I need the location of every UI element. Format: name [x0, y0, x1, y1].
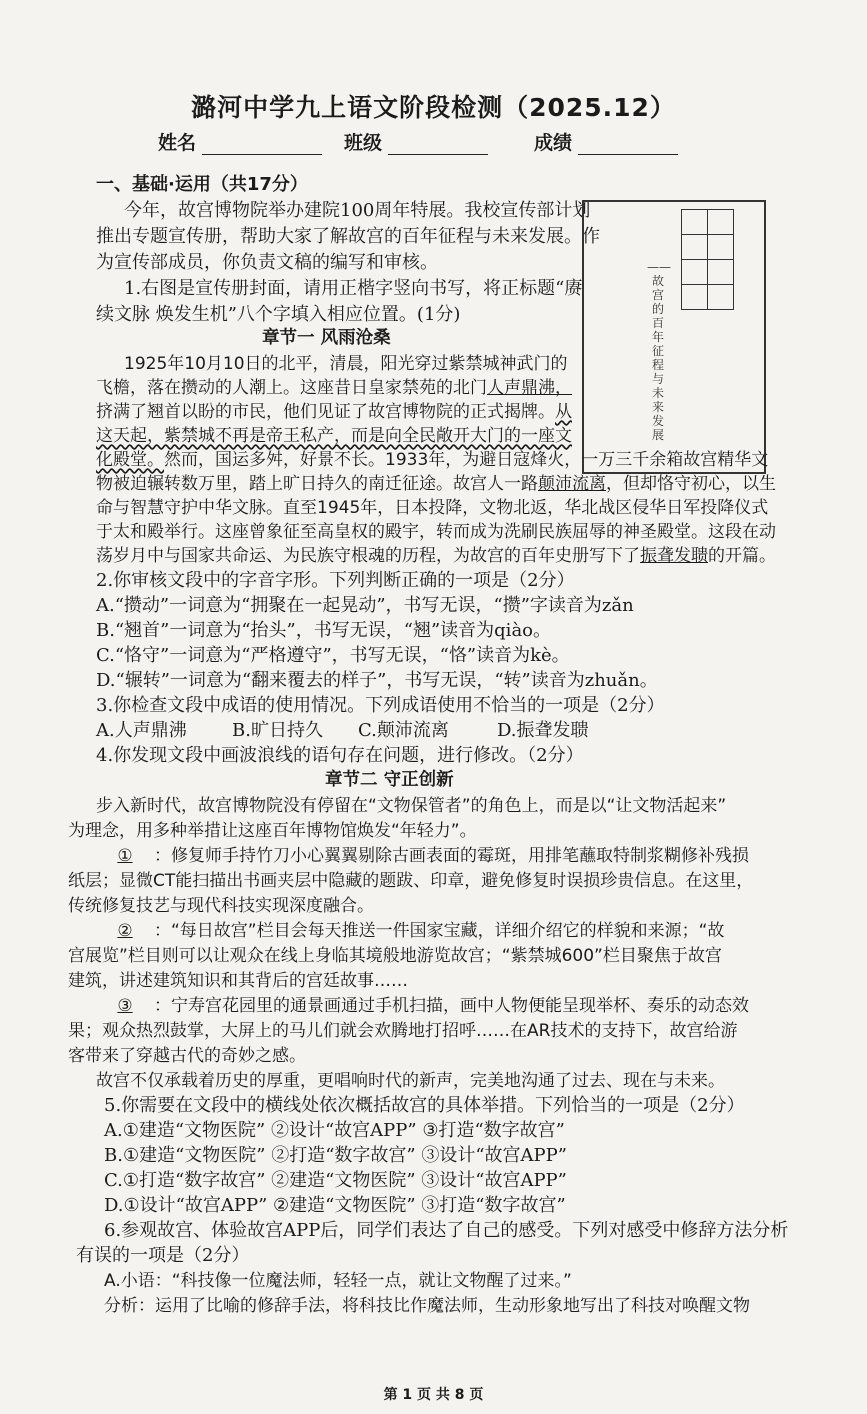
intro-line: 推出专题宣传册，帮助大家了解故宫的百年征程与未来发展。作	[96, 226, 600, 247]
class-label: 班级	[344, 132, 383, 154]
page-title: 潞河中学九上语文阶段检测（2025.12）	[191, 93, 676, 122]
question-3-option[interactable]: B.旷日持久	[232, 720, 323, 741]
answer-blank-2[interactable]: ②	[117, 921, 133, 941]
idiom-underline: 振聋发聩	[640, 546, 708, 566]
page-footer: 第 1 页 共 8 页	[383, 1387, 484, 1403]
section-heading: 一、基础·运用（共17分）	[96, 174, 308, 195]
name-field[interactable]	[158, 128, 322, 155]
passage-line: 荡岁月中与国家共命运、为民族守根魂的历程，为故宫的百年史册写下了振聋发聩的开篇。	[96, 546, 776, 566]
passage-line: 果；观众热烈鼓掌，大屏上的马儿们就会欢腾地打招呼……在AR技术的支持下，故宫给游	[68, 1021, 738, 1041]
class-blank[interactable]	[388, 134, 488, 155]
cover-subtitle: ——故宫的百年征程与未来发展	[647, 260, 671, 442]
passage-line: 挤满了翘首以盼的市民，他们见证了故宫博物院的正式揭牌。从	[96, 402, 572, 422]
question-5-option[interactable]: D.①设计“故宫APP” ②建造“文物医院” ③打造“数字故宫”	[104, 1195, 566, 1216]
wavy-sentence: 从	[555, 402, 572, 422]
passage-line: 传统修复技艺与现代科技实现深度融合。	[68, 896, 374, 916]
passage-line: 步入新时代，故宫博物院没有停留在“文物保管者”的角色上，而是以“让文物活起来”	[96, 796, 727, 816]
question-2-option[interactable]: A.“攒动”一词意为“拥聚在一起晃动”，书写无误，“攒”字读音为zǎn	[96, 595, 634, 616]
passage-line: 故宫不仅承载着历史的厚重，更唱响时代的新声，完美地沟通了过去、现在与未来。	[96, 1071, 725, 1091]
score-label: 成绩	[534, 132, 573, 154]
name-label: 姓名	[158, 132, 197, 154]
question-1-stem: 1.右图是宣传册封面，请用正楷字竖向书写，将正标题“赓	[124, 278, 583, 299]
question-6-option-a[interactable]: A.小语：“科技像一位魔法师，轻轻一点，就让文物醒了过来。”	[104, 1271, 572, 1291]
question-1-stem: 续文脉 焕发生机”八个字填入相应位置。(1分)	[96, 304, 461, 325]
passage-line: 为理念，用多种举措让这座百年博物馆焕发“年轻力”。	[68, 821, 477, 841]
title-grid[interactable]	[681, 209, 734, 310]
question-3-option[interactable]: D.振聋发聩	[497, 720, 589, 741]
chapter-1-heading: 章节一 风雨沧桑	[262, 328, 391, 348]
passage-line: 命与智慧守护中华文脉。直至1945年，日本投降，文物北返，华北战区侵华日军投降仪式	[96, 498, 769, 518]
passage-line: ② ：“每日故宫”栏目会每天推送一件国家宝藏，详细介绍它的样貌和来源；“故	[96, 916, 724, 941]
wavy-sentence: 这天起，紫禁城不再是帝王私产，而是向全民敞开大门的一座文	[96, 426, 572, 446]
intro-line: 为宣传部成员，你负责文稿的编写和审核。	[96, 252, 438, 273]
question-5-option[interactable]: B.①建造“文物医院” ②打造“数字故宫” ③设计“故宫APP”	[104, 1145, 567, 1166]
passage-line: 飞檐，落在攒动的人潮上。这座昔日皇家禁苑的北门人声鼎沸，	[96, 378, 572, 398]
chapter-2-heading: 章节二 守正创新	[325, 770, 454, 790]
intro-line: 今年，故宫博物院举办建院100周年特展。我校宣传部计划	[124, 200, 591, 221]
question-5-stem: 5.你需要在文段中的横线处依次概括故宫的具体举措。下列恰当的一项是（2分）	[104, 1095, 745, 1116]
idiom-underline: 颠沛流离	[538, 474, 606, 494]
passage-line: 纸层；显微CT能扫描出书画夹层中隐藏的题跋、印章，避免修复时误损珍贵信息。在这里，	[68, 871, 754, 891]
question-5-option[interactable]: A.①建造“文物医院” ②设计“故宫APP” ③打造“数字故宫”	[104, 1120, 565, 1141]
wavy-sentence: 化殿堂。	[96, 450, 164, 470]
question-3-stem: 3.你检查文段中成语的使用情况。下列成语使用不恰当的一项是（2分）	[96, 695, 665, 716]
question-6-stem: 有误的一项是（2分）	[76, 1245, 250, 1266]
passage-line: 1925年10月10日的北平，清晨，阳光穿过紫禁城神武门的	[124, 354, 568, 374]
passage-line: ③ ：宁寿宫花园里的通景画通过手机扫描，画中人物便能呈现举杯、奏乐的动态效	[96, 991, 749, 1016]
question-3-option[interactable]: A.人声鼎沸	[96, 720, 187, 741]
passage-line: 建筑，讲述建筑知识和其背后的宫廷故事……	[68, 971, 408, 991]
question-2-option[interactable]: B.“翘首”一词意为“抬头”，书写无误，“翘”读音为qiào。	[96, 620, 552, 641]
score-field[interactable]	[534, 128, 678, 155]
name-blank[interactable]	[202, 134, 322, 155]
answer-blank-1[interactable]: ①	[117, 846, 133, 866]
passage-line: ① ：修复师手持竹刀小心翼翼剔除古画表面的霉斑，用排笔蘸取特制浆糊修补残损	[96, 841, 749, 866]
brochure-cover	[582, 200, 766, 474]
question-2-option[interactable]: C.“恪守”一词意为“严格遵守”，书写无误，“恪”读音为kè。	[96, 645, 570, 666]
question-2-option[interactable]: D.“辗转”一词意为“翻来覆去的样子”，书写无误，“转”读音为zhuǎn。	[96, 670, 658, 691]
class-field[interactable]	[344, 128, 488, 155]
question-3-option[interactable]: C.颠沛流离	[358, 720, 449, 741]
question-2-stem: 2.你审核文段中的字音字形。下列判断正确的一项是（2分）	[96, 570, 575, 591]
passage-line: 客带来了穿越古代的奇妙之感。	[68, 1046, 306, 1066]
question-4-stem: 4.你发现文段中画波浪线的语句存在问题，进行修改。（2分）	[96, 745, 584, 766]
passage-line	[96, 421, 572, 446]
question-6-stem: 6.参观故宫、体验故宫APP后，同学们表达了自己的感受。下列对感受中修辞方法分析	[104, 1220, 789, 1241]
passage-line: 物被迫辗转数万里，踏上旷日持久的南迁征途。故宫人一路颠沛流离，但却恪守初心，以生	[96, 474, 776, 494]
score-blank[interactable]	[578, 134, 678, 155]
answer-blank-3[interactable]: ③	[117, 996, 133, 1016]
question-6-analysis: 分析：运用了比喻的修辞手法，将科技比作魔法师，生动形象地写出了科技对唤醒文物	[104, 1296, 750, 1316]
idiom-underline: 人声鼎沸，	[487, 378, 572, 398]
question-5-option[interactable]: C.①打造“数字故宫” ②建造“文物医院” ③设计“故宫APP”	[104, 1170, 567, 1191]
passage-line: 化殿堂。然而，国运多舛，好景不长。1933年，为避日寇烽火，一万三千余箱故宫精华文	[96, 450, 769, 470]
passage-line: 于太和殿举行。这座曾象征至高皇权的殿宇，转而成为洗刷民族屈辱的神圣殿堂。这段在动	[96, 522, 776, 542]
passage-line: 宫展览”栏目则可以让观众在线上身临其境般地游览故宫；“紫禁城600”栏目聚焦于故宫	[68, 946, 722, 966]
